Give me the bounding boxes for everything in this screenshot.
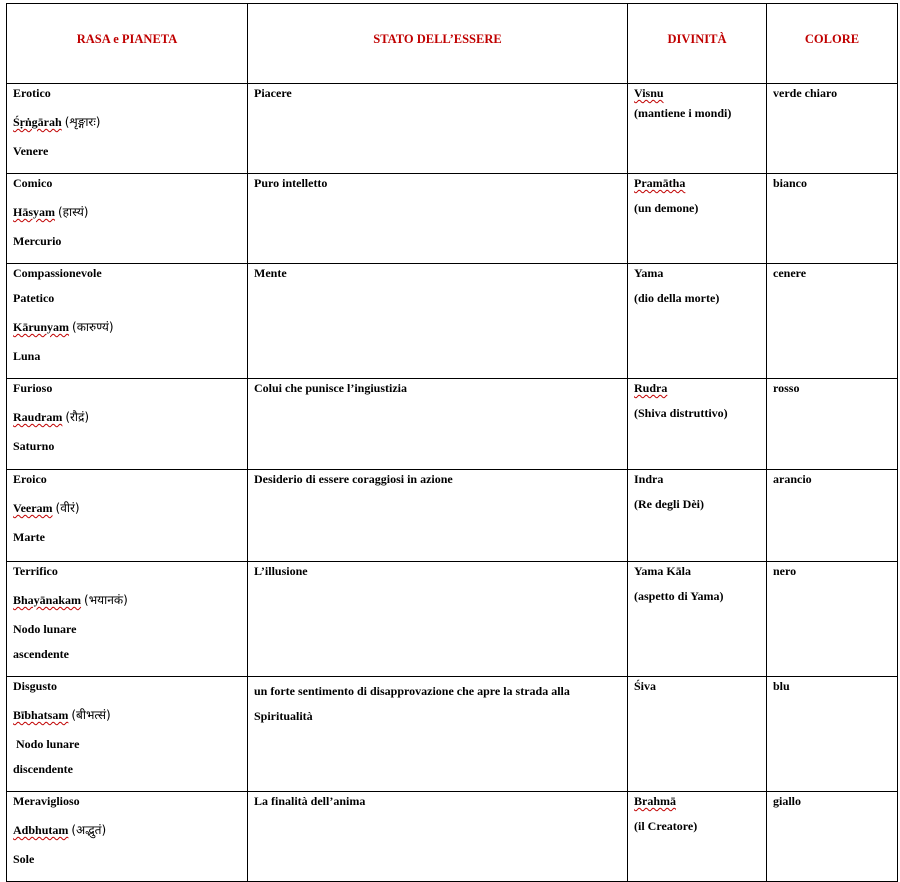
stato-text: Colui che punisce l’ingiustizia — [254, 381, 408, 395]
planet-qualifier: discendente — [13, 762, 73, 776]
stato-cell — [248, 792, 628, 882]
rasa-name: Eroico — [13, 472, 47, 486]
rasa-term: Veeram — [13, 501, 53, 515]
divinita-cell — [628, 470, 767, 562]
divinita-cell — [628, 174, 767, 264]
table-row — [7, 562, 898, 677]
header-row — [7, 4, 898, 84]
divinity-name: Yama Kāla — [634, 564, 691, 578]
divinity-name: Visnu — [634, 86, 664, 100]
rasa-cell — [7, 562, 248, 677]
rasa-cell — [7, 174, 248, 264]
divinita-cell — [628, 84, 767, 174]
rasa-devanagari: (शृङ्गारः) — [64, 115, 101, 129]
rasa-name: Furioso — [13, 381, 53, 395]
divinita-cell — [628, 379, 767, 470]
divinity-desc: (mantiene i mondi) — [634, 106, 732, 120]
header-rasa: RASA e PIANETA — [7, 4, 248, 84]
rasa-cell — [7, 264, 248, 379]
divinity-name: Śiva — [634, 679, 657, 693]
rasa-cell — [7, 379, 248, 470]
color-text: rosso — [773, 381, 800, 395]
rasa-cell — [7, 470, 248, 562]
rasa-devanagari: (हास्यं) — [58, 205, 89, 219]
color-text: bianco — [773, 176, 808, 190]
planet: Marte — [13, 530, 45, 544]
stato-text: Desiderio di essere coraggiosi in azione — [254, 472, 453, 486]
planet-qualifier: ascendente — [13, 647, 69, 661]
divinity-name: Yama — [634, 266, 664, 280]
stato-cell — [248, 379, 628, 470]
divinita-cell — [628, 677, 767, 792]
planet: Luna — [13, 349, 41, 363]
divinity-name: Indra — [634, 472, 664, 486]
rasa-devanagari: (भयानकं) — [84, 593, 128, 607]
colore-cell — [767, 677, 898, 792]
stato-text: Piacere — [254, 86, 292, 100]
rasa-devanagari: (रौद्रं) — [65, 410, 90, 424]
table-row — [7, 379, 898, 470]
divinity-desc: (Shiva distruttivo) — [634, 406, 728, 420]
planet: Nodo lunare — [13, 622, 77, 636]
divinita-cell — [628, 792, 767, 882]
rasa-cell — [7, 84, 248, 174]
color-text: verde chiaro — [773, 86, 838, 100]
rasa-cell — [7, 792, 248, 882]
rasa-term: Hāsyam — [13, 205, 55, 219]
rasa-name: Terrifico — [13, 564, 58, 578]
rasa-cell — [7, 677, 248, 792]
stato-text: un forte sentimento di disapprovazione che apre la strada alla Spiritualità — [254, 684, 570, 723]
rasa-term: Bībhatsam — [13, 708, 69, 722]
color-text: giallo — [773, 794, 802, 808]
stato-text: Puro intelletto — [254, 176, 328, 190]
planet: Venere — [13, 144, 49, 158]
stato-cell — [248, 264, 628, 379]
rasa-name-alt: Patetico — [13, 291, 55, 305]
planet: Nodo lunare — [13, 737, 80, 751]
divinity-name: Rudra — [634, 381, 668, 395]
rasa-name: Meraviglioso — [13, 794, 80, 808]
rasa-name: Erotico — [13, 86, 51, 100]
color-text: arancio — [773, 472, 812, 486]
rasa-name: Disgusto — [13, 679, 58, 693]
divinity-desc: (aspetto di Yama) — [634, 589, 724, 603]
header-colore: COLORE — [767, 4, 898, 84]
stato-cell — [248, 470, 628, 562]
table-row — [7, 677, 898, 792]
divinity-desc: (un demone) — [634, 201, 699, 215]
rasa-devanagari: (वीरं) — [55, 501, 80, 515]
colore-cell — [767, 470, 898, 562]
rasa-term: Raudram — [13, 410, 63, 424]
planet: Sole — [13, 852, 35, 866]
table-row — [7, 174, 898, 264]
color-text: cenere — [773, 266, 807, 280]
colore-cell — [767, 174, 898, 264]
rasa-devanagari: (बीभत्सं) — [71, 708, 111, 722]
rasa-table — [6, 3, 898, 882]
stato-text: L’illusione — [254, 564, 308, 578]
stato-text: Mente — [254, 266, 287, 280]
stato-cell — [248, 84, 628, 174]
header-stato: STATO DELL’ESSERE — [248, 4, 628, 84]
table-row — [7, 84, 898, 174]
table-row — [7, 792, 898, 882]
divinity-name: Pramātha — [634, 176, 686, 190]
colore-cell — [767, 379, 898, 470]
table-row — [7, 264, 898, 379]
rasa-name: Comico — [13, 176, 53, 190]
stato-cell — [248, 174, 628, 264]
divinity-desc: (il Creatore) — [634, 819, 698, 833]
rasa-devanagari: (अद्भुतं) — [71, 823, 107, 837]
colore-cell — [767, 84, 898, 174]
stato-cell — [248, 677, 628, 792]
header-divinita: DIVINITÀ — [628, 4, 767, 84]
stato-cell — [248, 562, 628, 677]
color-text: nero — [773, 564, 797, 578]
planet: Saturno — [13, 439, 55, 453]
divinita-cell — [628, 264, 767, 379]
rasa-term: Adbhutam — [13, 823, 69, 837]
rasa-term: Bhayānakam — [13, 593, 82, 607]
divinity-name: Brahmā — [634, 794, 676, 808]
rasa-term: Kārunyam — [13, 320, 70, 334]
table-row — [7, 470, 898, 562]
colore-cell — [767, 792, 898, 882]
colore-cell — [767, 562, 898, 677]
rasa-name: Compassionevole — [13, 266, 102, 280]
rasa-devanagari: (कारुण्यं) — [72, 320, 114, 334]
colore-cell — [767, 264, 898, 379]
divinity-desc: (dio della morte) — [634, 291, 720, 305]
divinita-cell — [628, 562, 767, 677]
stato-text: La finalità dell’anima — [254, 794, 366, 808]
rasa-term: Śṛṅgārah — [13, 115, 62, 129]
divinity-desc: (Re degli Dèi) — [634, 497, 704, 511]
color-text: blu — [773, 679, 790, 693]
planet: Mercurio — [13, 234, 62, 248]
